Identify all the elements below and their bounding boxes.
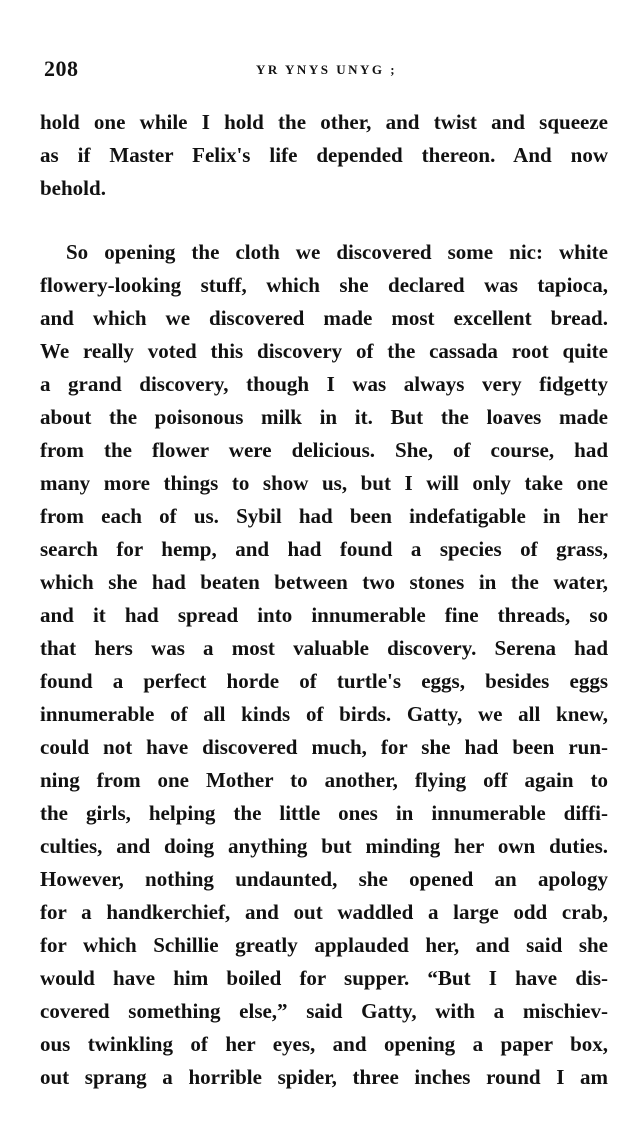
text-line: ning from one Mother to another, flying off again to	[40, 768, 608, 792]
text-line: out sprang a horrible spider, three inches round I am	[40, 1065, 608, 1089]
text-line: We really voted this discovery of the cassada root quite	[40, 339, 608, 363]
running-head: YR YNYS UNYG ;	[256, 62, 398, 77]
body-text	[40, 106, 608, 1094]
text-line: could not have discovered much, for she had been run-	[40, 735, 608, 759]
text-line: So opening the cloth we discovered some nic: white	[66, 240, 608, 264]
text-line: flowery-looking stuff, which she declared was tapioca,	[40, 273, 608, 297]
text-line: many more things to show us, but I will only take one	[40, 471, 608, 495]
text-line: for which Schillie greatly applauded her, and said she	[40, 933, 608, 957]
text-line: covered something else,” said Gatty, with a mischiev-	[40, 999, 608, 1023]
text-line: found a perfect horde of turtle's eggs, besides eggs	[40, 669, 608, 693]
text-line: from the flower were delicious. She, of course, had	[40, 438, 608, 462]
text-line: behold.	[40, 176, 106, 200]
text-line: for a handkerchief, and out waddled a large odd crab,	[40, 900, 608, 924]
paragraph	[40, 106, 608, 205]
text-line: culties, and doing anything but minding her own duties.	[40, 834, 608, 858]
text-line: about the poisonous milk in it. But the loaves made	[40, 405, 608, 429]
text-line: and it had spread into innumerable fine threads, so	[40, 603, 608, 627]
page-header	[44, 56, 610, 88]
page-number: 208	[44, 56, 79, 81]
text-line: as if Master Felix's life depended thereon. And now	[40, 143, 608, 167]
text-line: innumerable of all kinds of birds. Gatty, we all knew,	[40, 702, 608, 726]
text-line: search for hemp, and had found a species of grass,	[40, 537, 608, 561]
text-line: a grand discovery, though I was always very fidgetty	[40, 372, 608, 396]
text-line: hold one while I hold the other, and twist and squeeze	[40, 110, 608, 134]
text-line: that hers was a most valuable discovery. Serena had	[40, 636, 608, 660]
text-line: However, nothing undaunted, she opened an apology	[40, 867, 608, 891]
paragraph	[40, 236, 608, 1094]
text-line: the girls, helping the little ones in innumerable diffi-	[40, 801, 608, 825]
paragraph-break	[40, 205, 608, 236]
text-line: from each of us. Sybil had been indefatigable in her	[40, 504, 608, 528]
text-line: ous twinkling of her eyes, and opening a paper box,	[40, 1032, 608, 1056]
text-line: which she had beaten between two stones in the water,	[40, 570, 608, 594]
text-line: and which we discovered made most excellent bread.	[40, 306, 608, 330]
text-line: would have him boiled for supper. “But I have dis-	[40, 966, 608, 990]
